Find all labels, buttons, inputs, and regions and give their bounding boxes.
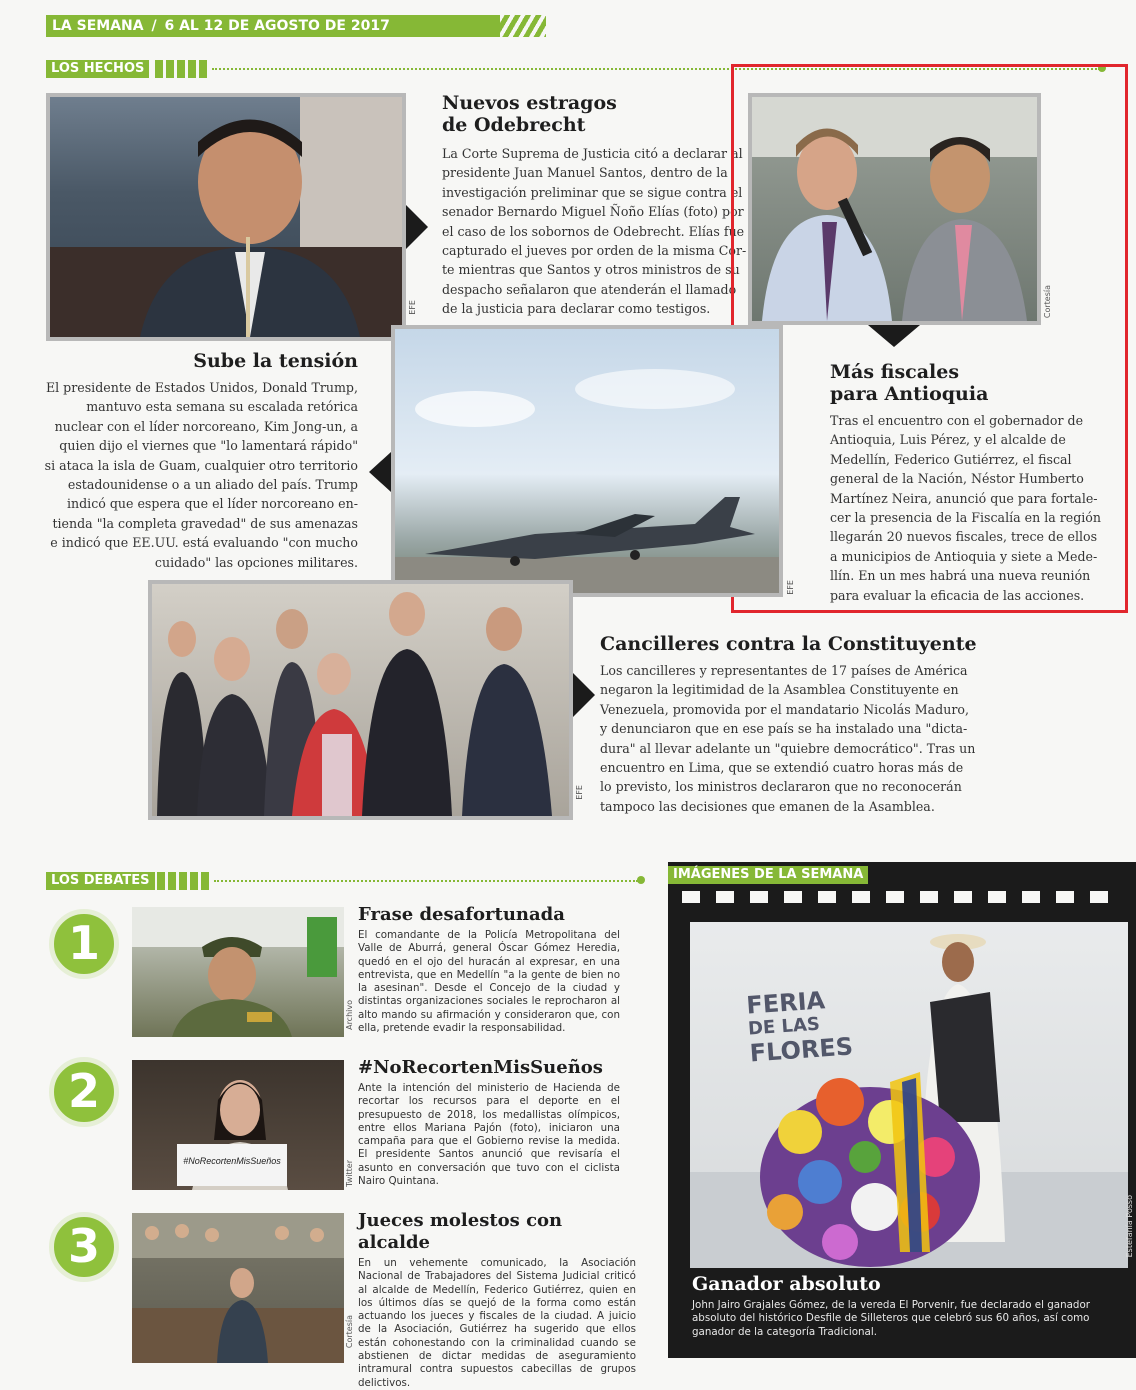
text-line: el caso de los sobornos de Odebrecht. Elías fue bbox=[442, 223, 745, 239]
article-body bbox=[40, 378, 358, 572]
sign-text-line: DE LAS bbox=[747, 1013, 821, 1040]
text-line: si ataca la isla de Guam, cualquier otro territorio bbox=[44, 457, 358, 473]
film-strip bbox=[668, 886, 1136, 908]
publication-name: LA SEMANA bbox=[52, 18, 144, 34]
debate-number-badge: 2 bbox=[49, 1057, 119, 1127]
text-line: La Corte Suprema de Justicia citó a declarar al bbox=[442, 146, 743, 161]
text-line: Venezuela, promovida por el mandatario Nicolás Maduro, bbox=[600, 701, 969, 717]
text-line: presidente Juan Manuel Santos, dentro de la bbox=[442, 165, 728, 181]
text-line: para evaluar la eficacia de las acciones. bbox=[830, 587, 1085, 603]
odebrecht-photo bbox=[46, 93, 406, 341]
text-line: Martínez Neira, anunció que para fortale- bbox=[830, 490, 1098, 506]
text-line: llegarán 20 nuevos fiscales, trece de ellos bbox=[830, 529, 1098, 545]
text-line: cuidado" las opciones militares. bbox=[154, 554, 358, 570]
section-blocks bbox=[155, 60, 207, 78]
debate-number-badge: 3 bbox=[49, 1212, 119, 1282]
text-line: te mientras que Santos y otros ministros de su bbox=[442, 262, 740, 278]
ministers-illustration bbox=[152, 584, 569, 816]
debate-text: El comandante de la Policía Metropolitana del Valle de Aburrá, general Óscar Gómez Heredia, quedó en el ojo del huracán al expresar, en una entrevista, que en Medellín "a la gente de bien no la asesinan". Desde el Concejo de la ciudad y distintas organizaciones sociales le reprocharon al alto mando su afirmación y consideraron que, con ella, pretende evadir la responsabilidad. bbox=[358, 929, 620, 1035]
debate-title: Jueces molestos con alcalde bbox=[358, 1210, 563, 1253]
pointer-arrow bbox=[406, 205, 428, 249]
issue-date: 6 AL 12 DE AGOSTO DE 2017 bbox=[164, 18, 390, 34]
text-line: de la justicia para declarar como testigos. bbox=[442, 301, 711, 317]
text-line: capturado el jueves por orden de la misma Cor- bbox=[442, 243, 747, 259]
text-line: lo previsto, los ministros declararon que no reconocerán bbox=[600, 779, 962, 795]
odebrecht-article bbox=[442, 92, 747, 319]
photo-credit: Cortesía bbox=[345, 1315, 354, 1349]
text-line: a municipios de Antioquia y siete a Mede- bbox=[830, 548, 1098, 564]
text-line: cer la presencia de la Fiscalía en la región bbox=[830, 510, 1101, 526]
protest-sign: #NoRecortenMisSueños bbox=[177, 1144, 287, 1186]
pointer-arrow bbox=[573, 673, 595, 717]
senator-illustration bbox=[50, 97, 402, 337]
banner-stripes bbox=[500, 15, 546, 37]
text-line: tienda "la completa gravedad" de sus amenazas bbox=[52, 515, 358, 531]
text-line: negaron la legitimidad de la Asamblea Constituyente en bbox=[600, 682, 959, 698]
text-line: nuclear con el líder norcoreano, Kim Jong-un, a bbox=[54, 418, 358, 434]
debate-photo-1 bbox=[132, 907, 344, 1037]
text-line: indicó que espera que el líder norcoreano en- bbox=[66, 496, 358, 512]
article-body bbox=[600, 661, 1050, 816]
photo-credit: EFE bbox=[408, 300, 417, 315]
text-line: Los cancilleres y representantes de 17 países de América bbox=[600, 663, 968, 678]
article-body bbox=[442, 144, 747, 319]
general-illustration bbox=[132, 907, 344, 1037]
header-banner bbox=[46, 15, 546, 37]
caption-title: Ganador absoluto bbox=[692, 1273, 881, 1295]
debate-photo-2 bbox=[132, 1060, 344, 1190]
text-line: quien dijo el viernes que "lo lamentará rápido" bbox=[59, 438, 358, 454]
debate-text: En un vehemente comunicado, la Asociación Nacional de Trabajadores del Sistema Judicial criticó al alcalde de Medellín, Federico Gutiérrez, quien en los últimos días se quejó de la forma como están actuando los jueces y fiscales de la ciudad. A juicio de la Asociación, Gutiérrez ha sugerido que ellos están cohonestando con la criminalidad cuando se abstienen de dictar medidas de aseguramiento intramural contra supuestos cabecillas de grupos delictivos. bbox=[358, 1257, 636, 1389]
header-separator: / bbox=[151, 18, 157, 34]
silletero-photo bbox=[690, 922, 1128, 1268]
silletero-illustration bbox=[690, 922, 1128, 1268]
pointer-arrow bbox=[369, 452, 391, 492]
photo-credit: Cortesía bbox=[1043, 285, 1052, 319]
caption-text: John Jairo Grajales Gómez, de la vereda El Porvenir, fue declarado el ganador absoluto del histórico Desfile de Silleteros que celebró sus 60 años, así como ganador de la categoría Tradicional. bbox=[692, 1299, 1090, 1338]
text-line: dura" al llevar adelante un "quiebre democrático". Tras un bbox=[600, 740, 976, 756]
section-rule-dot bbox=[637, 876, 645, 884]
debate-text: Ante la intención del ministerio de Hacienda de recortar los recursos para el deporte en el presupuesto de 2018, los medallistas olímpicos, entre ellos Mariana Pajón (foto), iniciaron una campaña para que el Gobierno revise la medida. El presidente Santos anunció que revisaría el asunto en conversación que tuvo con el ciclista Nairo Quintana. bbox=[358, 1082, 620, 1188]
text-line: tampoco las decisiones que emanen de la Asamblea. bbox=[600, 798, 935, 814]
cancilleres-article bbox=[600, 633, 1050, 816]
assembly-illustration bbox=[132, 1213, 344, 1363]
section-blocks bbox=[157, 872, 209, 890]
highlight-box bbox=[731, 64, 1128, 613]
debate-title: Frase desafortunada bbox=[358, 904, 565, 925]
photo-credit: Estefanía Posso bbox=[1125, 1195, 1134, 1258]
title-line: Más fiscales bbox=[830, 361, 960, 383]
photo-credit: EFE bbox=[786, 580, 795, 595]
bomber-photo bbox=[391, 325, 783, 597]
text-line: e indicó que EE.UU. está evaluando "con mucho bbox=[50, 535, 358, 551]
text-line: despacho señalaron que atenderán el llamado bbox=[442, 281, 737, 297]
text-line: senador Bernardo Miguel Ñoño Elías (foto) por bbox=[442, 204, 744, 220]
article-title: Cancilleres contra la Constituyente bbox=[600, 633, 977, 655]
tension-article bbox=[40, 350, 358, 572]
text-line: investigación preliminar que se sigue contra el bbox=[442, 184, 743, 200]
section-label-hechos: LOS HECHOS bbox=[46, 60, 149, 78]
text-line: Tras el encuentro con el gobernador de bbox=[830, 413, 1084, 428]
article-title: Sube la tensión bbox=[193, 350, 358, 372]
debate-item-3 bbox=[358, 1210, 636, 1390]
title-line: de Odebrecht bbox=[442, 114, 586, 136]
debate-number-badge: 1 bbox=[49, 909, 119, 979]
debate-item-2 bbox=[358, 1057, 620, 1188]
text-line: y denunciaron que en ese país se ha instalado una "dicta- bbox=[600, 721, 968, 737]
photo-credit: EFE bbox=[575, 785, 584, 800]
text-line: mantuvo esta semana su escalada retórica bbox=[86, 399, 358, 415]
debate-photo-3 bbox=[132, 1213, 344, 1363]
text-line: Antioquia, Luis Pérez, y el alcalde de bbox=[830, 432, 1066, 448]
section-label-imagenes: IMÁGENES DE LA SEMANA bbox=[668, 866, 868, 884]
image-of-week-caption bbox=[692, 1273, 1128, 1339]
cancilleres-photo bbox=[148, 580, 573, 820]
article-title bbox=[442, 92, 742, 136]
debate-item-1 bbox=[358, 904, 620, 1035]
photo-credit: Archivo bbox=[345, 1000, 354, 1030]
text-line: general de la Nación, Néstor Humberto bbox=[830, 471, 1084, 487]
text-line: Medellín, Federico Gutiérrez, el fiscal bbox=[830, 451, 1072, 467]
section-dotted-rule bbox=[214, 880, 638, 882]
sign-text-line: FLORES bbox=[748, 1032, 854, 1068]
photo-credit: Twitter bbox=[345, 1160, 354, 1187]
sign-text-line: FERIA bbox=[745, 986, 827, 1020]
text-line: llín. En un mes habrá una nueva reunión bbox=[830, 568, 1091, 584]
text-line: estadounidense o a un aliado del país. Trump bbox=[67, 477, 358, 493]
title-line: para Antioquia bbox=[830, 383, 989, 405]
section-label-debates: LOS DEBATES bbox=[46, 872, 155, 890]
text-line: El presidente de Estados Unidos, Donald Trump, bbox=[45, 380, 358, 395]
title-line: Nuevos estragos bbox=[442, 92, 617, 114]
debate-title: #NoRecortenMisSueños bbox=[358, 1057, 603, 1078]
bomber-illustration bbox=[395, 329, 779, 593]
text-line: encuentro en Lima, que se extendió cuatro horas más de bbox=[600, 760, 964, 776]
